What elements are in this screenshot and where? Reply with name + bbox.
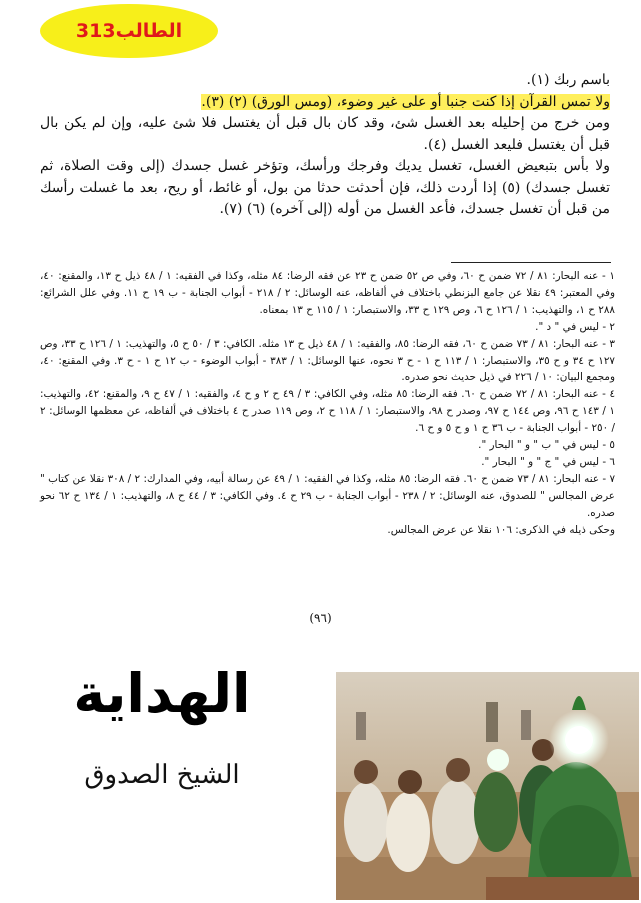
footnote: ٦ - ليس في " ج " و " البحار ".	[481, 455, 615, 468]
praying-figures-photo	[336, 672, 639, 900]
book-title: الهداية	[73, 662, 251, 725]
footnote: ٣ - عنه البحار: ٨١ / ٧٣ ضمن ح ٦٠، فقه الرضا: ٨٥، والفقيه: ١ / ٤٨ ذيل ح ١٣ مثله. الكافي: ٣ / ٥٠ ح ٥، والتهذيب: ١ / ١٢٦ ح ٣٣، وص ١٢٧ ح ٣٤ و ح ٣٥، والاستبصار: ١ / ١١٣ ح ١ - ح ٣ نحوه، عنها الوسائل: ١ / ٣٨٣ - أبواب الوضوء - ب ١٢ ح ١ - ح ٣. وفي المقنع: ٤٠، ومجمع البيان: ١٠ / ٢٢٦ في ذيل حديث نحو صدره.	[40, 337, 615, 384]
page-number: (٩٦)	[309, 611, 332, 625]
book-author: الشيخ الصدوق	[84, 760, 240, 790]
badge-text: الطالب313	[75, 20, 183, 42]
footnote: ٧ - عنه البحار: ٨١ / ٧٣ ضمن ح ٦٠. فقه الرضا: ٨٥ مثله، وكذا في الفقيه: ١ / ٤٩ عن رسالة أبيه، وفي المدارك: ٢ / ٣٠٨ نقلا عن كتاب " عرض المجالس " للصدوق، عنه الوسائل: ٢ / ٢٣٨ - أبواب الجنابة - ب ٢٩ ح ٤. وفي الكافي: ٣ / ٤٤ ح ٨، والتهذيب: ١ / ١٣٤ ح ٦٢ نحو صدره.	[40, 472, 616, 519]
main-line-1: باسم ربك (١).	[526, 72, 610, 88]
badge	[40, 4, 218, 58]
footnote-divider	[451, 262, 611, 263]
main-line-2	[40, 92, 610, 114]
highlighted-line: ولا تمس القرآن إذا كنت جنبا أو على غير وضوء، (ومس الورق) (٢) (٣).	[201, 93, 610, 110]
main-paragraph-2: ومن خرج من إحليله بعد الغسل شئ، وقد كان بال قبل أن يغتسل فلا شئ عليه، وإن لم يكن بال قبل أن يغتسل فليعد الغسل (٤).	[40, 115, 610, 153]
footnote: ٤ - عنه البحار: ٨١ / ٧٢ ضمن ح ٦٠. فقه الرضا: ٨٥ مثله، وفي الكافي: ٣ / ٤٩ ح ٢ و ح ٤، والفقيه: ١ / ٤٧ ح ٩، والمقنع: ٤٢، والتهذيب: ١ / ١٤٣ ح ٩٦، وص ١٤٤ ح ٩٧، وصدر ح ٩٨، والاستبصار: ١ / ١١٨ ح ٢، وص ١١٩ صدر ح ٤ باختلاف في ألفاظه، عن معظمها الوسائل: ٢ / ٢٥٠ - أبواب الجنابة - ب ٣٦ ح ١ و ح ٥ و ح ٦.	[40, 388, 616, 435]
footnotes	[40, 268, 615, 539]
footnote: ٢ - ليس في " د ".	[535, 320, 615, 333]
photo-illustration	[336, 672, 639, 900]
main-paragraph-3: ولا بأس بتبعيض الغسل، تغسل يديك وفرجك ورأسك، وتؤخر غسل جسدك (إلى وقت الصلاة، ثم تغسل جسدك) (٥) إذا أردت ذلك، فإن أحدثت حدثا من بول، أو غائط، أو ريح، بعد ما غسلت رأسك من قبل أن تغسل جسدك، فأعد الغسل من أوله (إلى آخره) (٦) (٧).	[40, 158, 610, 217]
main-text	[40, 70, 610, 221]
footnote: وحكى ذيله في الذكرى: ١٠٦ نقلا عن عرض المجالس.	[387, 523, 615, 536]
footnote: ١ - عنه البحار: ٨١ / ٧٢ ضمن ح ٦٠، وفي ص ٥٢ ضمن ح ٢٣ عن فقه الرضا: ٨٤ مثله، وكذا في الفقيه: ١ / ٤٨ ذيل ح ١٣، والمقنع: ٤٠، وفي المعتبر: ٤٩ نقلا عن جامع البزنطي باختلاف في ألفاظه، عنه الوسائل: ٢ / ٢١٨ - أبواب الجنابة - ب ١٩ ح ١١. وفي علل الشرائع: ٢٨٨ ح ١، والتهذيب: ١ / ١٢٦ ح ٦، وص ١٢٩ ح ٣٣، والاستبصار: ١ / ١١٥ ح ١٣ بمعناه.	[40, 270, 616, 316]
footnote: ٥ - ليس في " ب " و " البحار ".	[478, 439, 615, 452]
